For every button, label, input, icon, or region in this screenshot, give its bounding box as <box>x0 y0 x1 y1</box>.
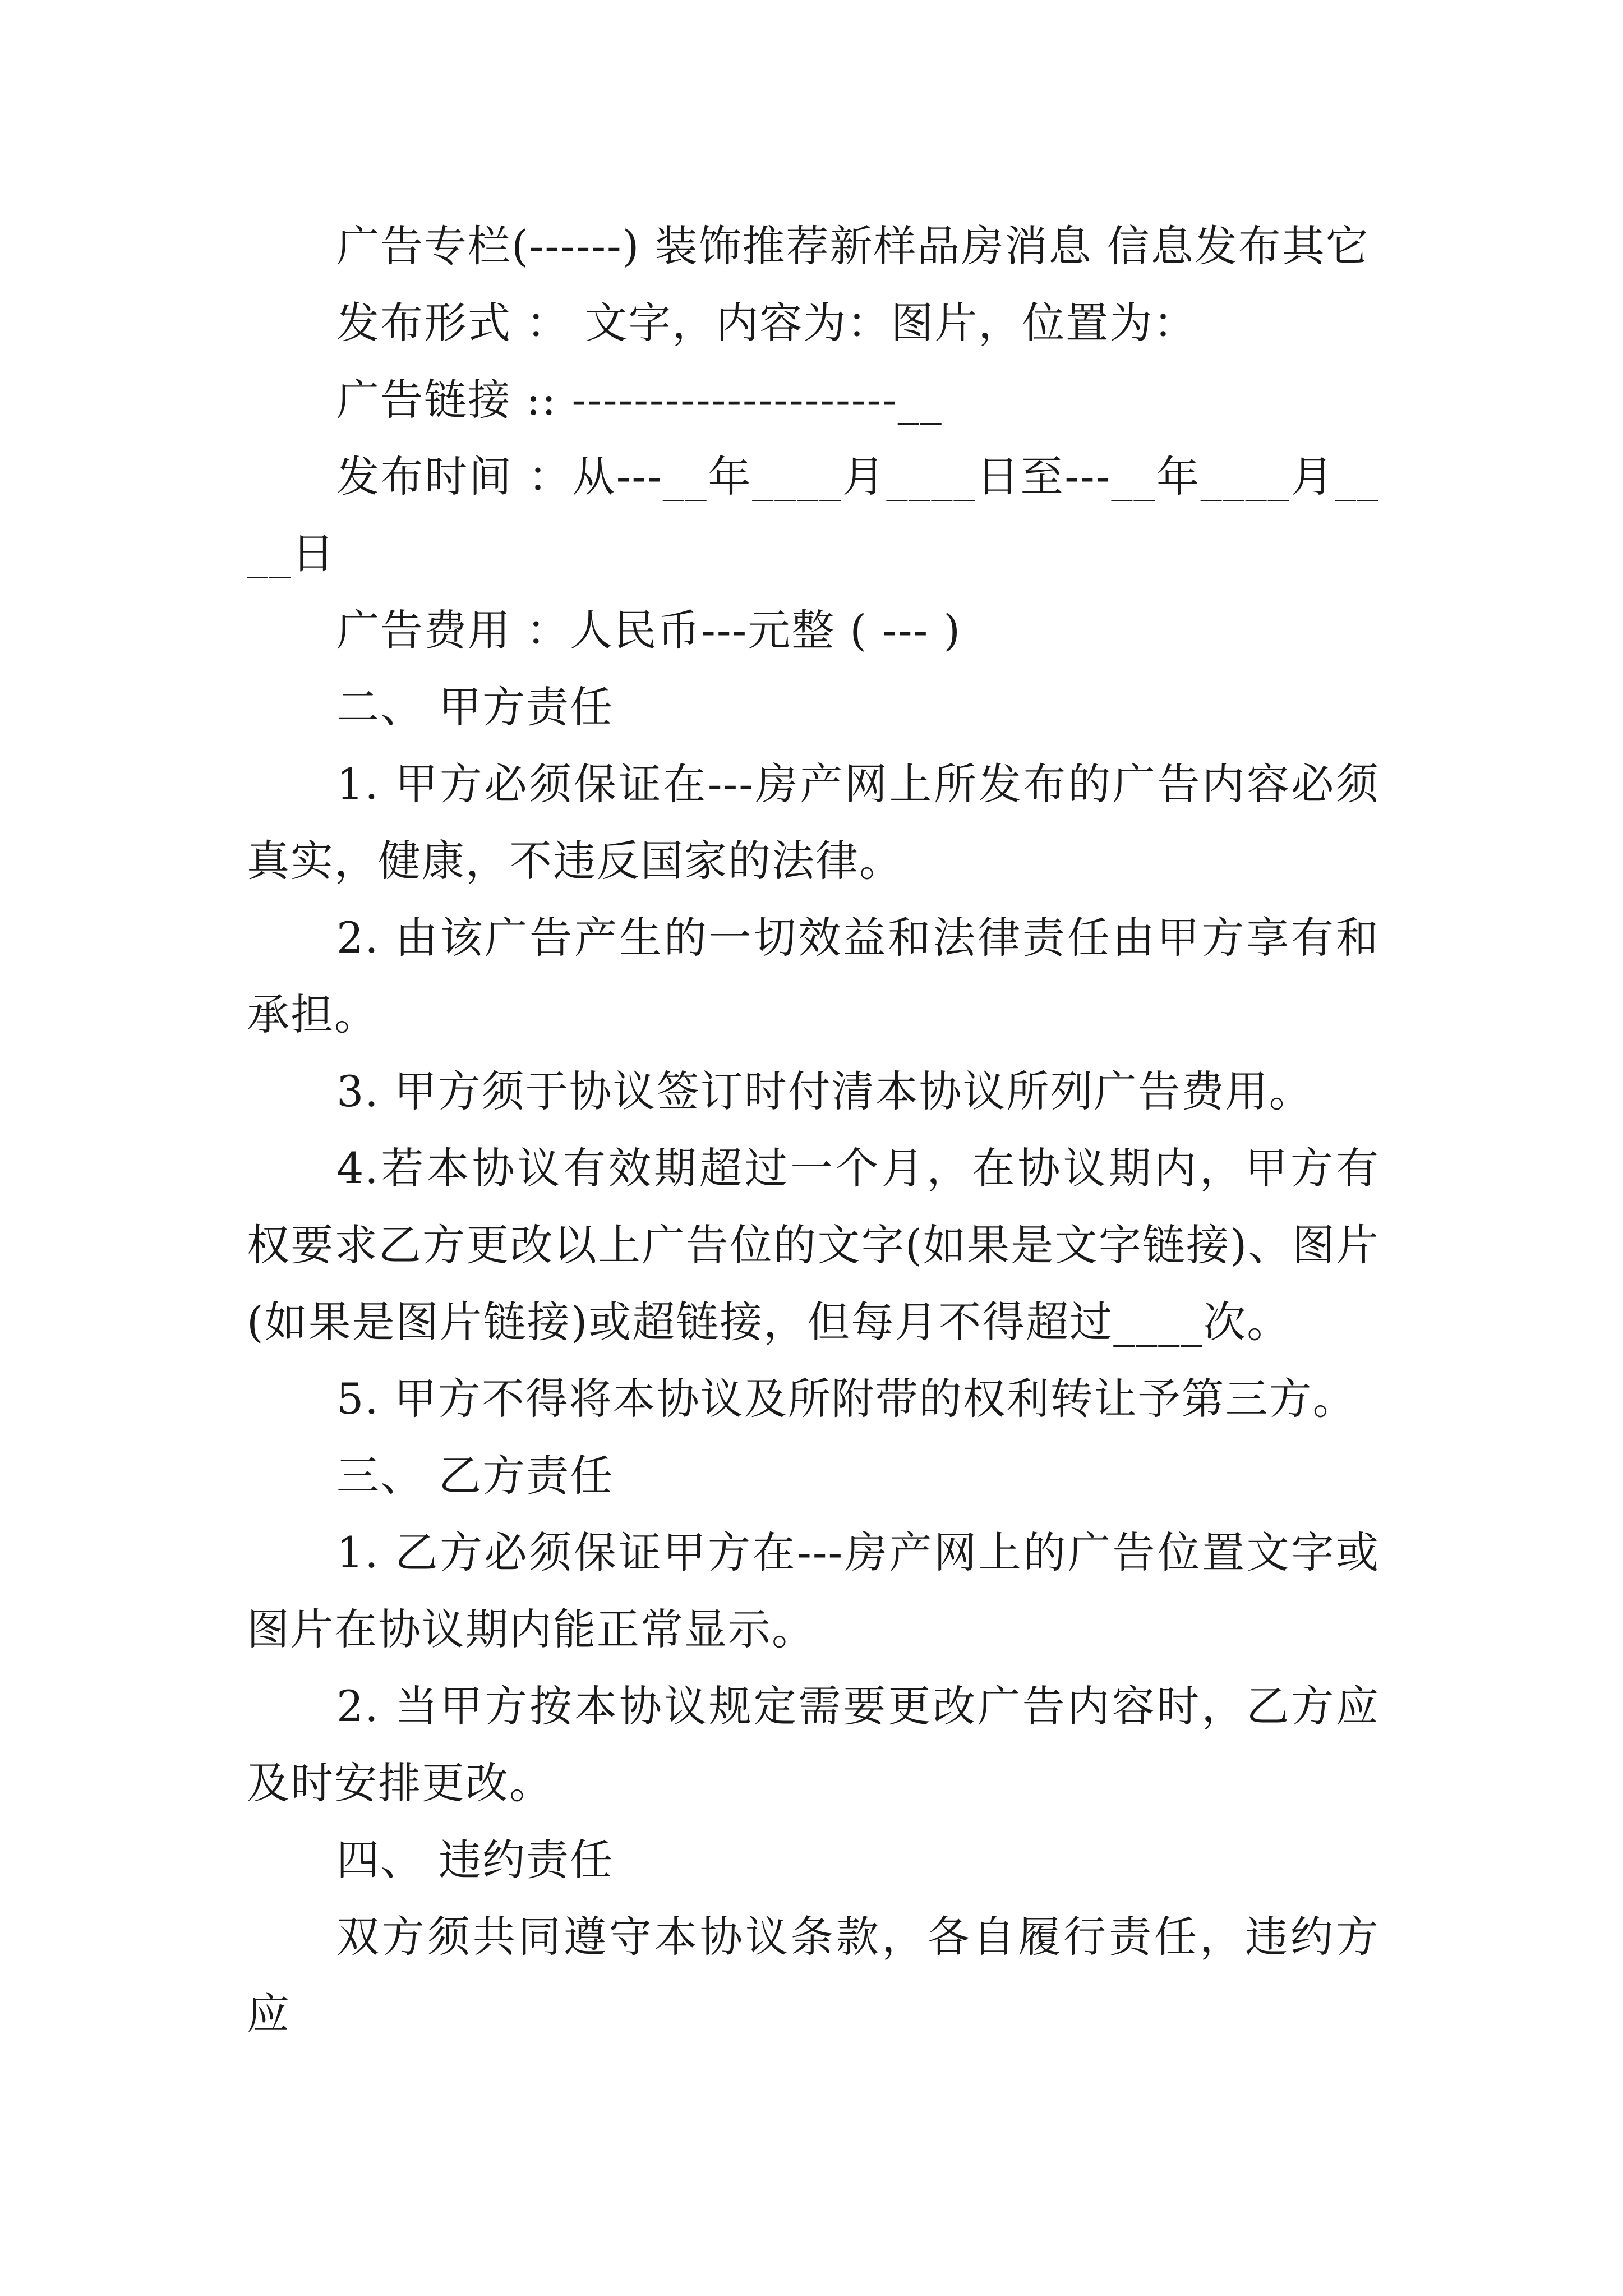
section-heading-breach: 四、 违约责任 <box>336 1835 614 1885</box>
section-heading-party-a: 二、 甲方责任 <box>336 682 614 732</box>
section-heading-party-b: 三、 乙方责任 <box>336 1451 614 1501</box>
paragraph-party-a-1: 1. 甲方必须保证在---房产网上所发布的广告内容必须真实，健康，不违反国家的法律。 <box>247 759 1380 886</box>
paragraph-ad-fee: 广告费用 ：人民币---元整 ( --- ) <box>336 605 962 655</box>
paragraph-publish-time: 发布时间 ：从---__年____月____日至---__年____月____日 <box>247 452 1380 578</box>
paragraph-publish-form: 发布形式 ： 文字，内容为：图片，位置为： <box>336 298 1197 348</box>
paragraph-party-a-4: 4.若本协议有效期超过一个月，在协议期内，甲方有权要求乙方更改以上广告位的文字(如果是文字链接)、图片(如果是图片链接)或超链接，但每月不得超过____次。 <box>247 1143 1380 1347</box>
paragraph-party-b-2: 2. 当甲方按本协议规定需要更改广告内容时，乙方应及时安排更改。 <box>247 1681 1380 1808</box>
paragraph-party-a-3: 3. 甲方须于协议签订时付清本协议所列广告费用。 <box>336 1066 1313 1116</box>
paragraph-ad-link: 广告链接 :: ---------------------__ <box>336 375 943 425</box>
paragraph-ad-column: 广告专栏(------) 装饰推荐新样品房消息 信息发布其它 <box>336 221 1370 271</box>
paragraph-party-b-1: 1. 乙方必须保证甲方在---房产网上的广告位置文字或图片在协议期内能正常显示。 <box>247 1527 1380 1654</box>
paragraph-party-a-5: 5. 甲方不得将本协议及所附带的权利转让予第三方。 <box>336 1374 1357 1424</box>
paragraph-party-a-2: 2. 由该广告产生的一切效益和法律责任由甲方享有和承担。 <box>247 913 1380 1039</box>
document-body <box>247 208 1380 2052</box>
paragraph-breach: 双方须共同遵守本协议条款，各自履行责任，违约方应 <box>247 1912 1380 2039</box>
